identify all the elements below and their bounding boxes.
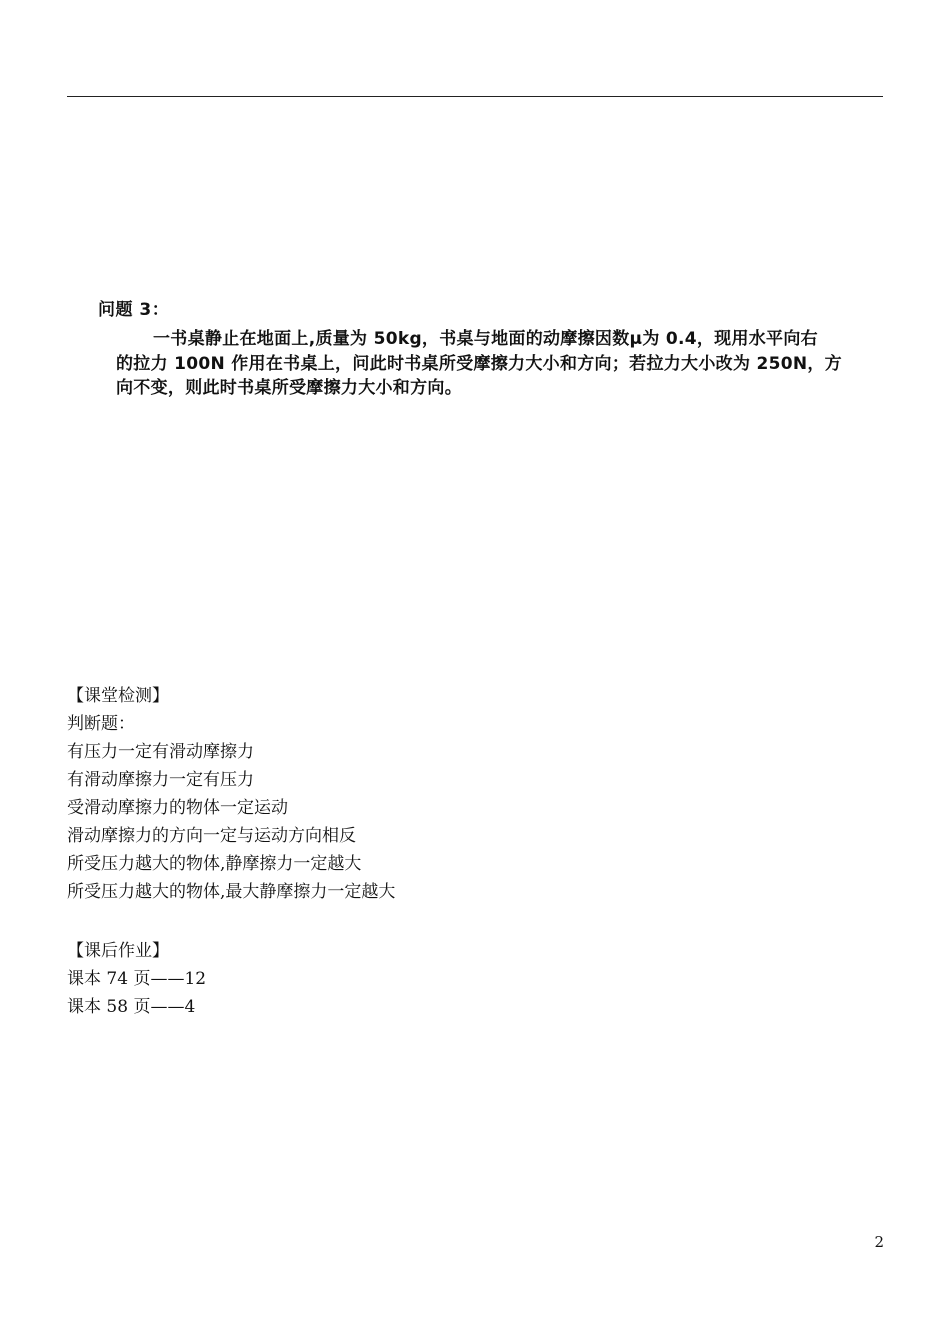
judgment-item: 有滑动摩擦力一定有压力 [67, 770, 254, 790]
section-subheading: 判断题： [67, 714, 135, 734]
homework-item: 课本 74 页——12 [67, 969, 207, 989]
section-heading: 【课后作业】 [67, 941, 169, 961]
section-heading: 【课堂检测】 [67, 686, 169, 706]
page-number: 2 [874, 1233, 884, 1251]
problem-title: 问题 3： [98, 300, 170, 320]
judgment-item: 所受压力越大的物体,静摩擦力一定越大 [67, 854, 362, 874]
judgment-item: 滑动摩擦力的方向一定与运动方向相反 [67, 826, 356, 846]
homework-section [67, 937, 206, 1021]
header-rule [67, 96, 883, 97]
problem-text-line: 的拉力 100N 作用在书桌上，问此时书桌所受摩擦力大小和方向；若拉力大小改为 250N，方 [116, 354, 842, 374]
judgment-item: 所受压力越大的物体,最大静摩擦力一定越大 [67, 882, 396, 902]
judgment-item: 有压力一定有滑动摩擦力 [67, 742, 254, 762]
classroom-check-section [67, 682, 395, 906]
problem-text-line: 向不变，则此时书桌所受摩擦力大小和方向。 [116, 378, 462, 398]
problem-3-image [98, 288, 868, 403]
judgment-item: 受滑动摩擦力的物体一定运动 [67, 798, 288, 818]
homework-item: 课本 58 页——4 [67, 997, 196, 1017]
problem-text-line: 一书桌静止在地面上,质量为 50kg，书桌与地面的动摩擦因数μ为 0.4，现用水平向右 [153, 329, 818, 349]
